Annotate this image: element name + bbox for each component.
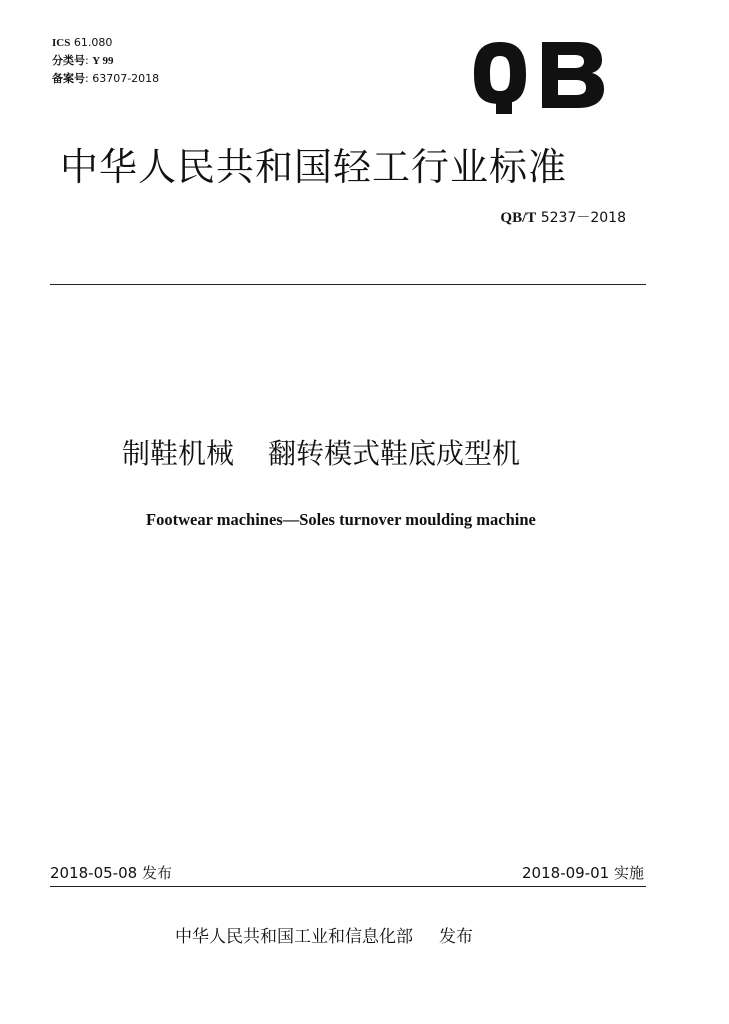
implementation-date-label: 实施 [613, 864, 644, 882]
classification-line [52, 52, 159, 70]
publisher-name: 中华人民共和国工业和信息化部 [175, 927, 413, 947]
ics-key: ICS [52, 37, 71, 49]
qb-logo [470, 36, 606, 116]
standard-title-english: Footwear machines—Soles turnover moulding machine [146, 510, 536, 529]
publisher-label: 发布 [439, 927, 473, 947]
ics-line [52, 34, 159, 52]
title-cn-part1: 制鞋机械 [122, 437, 235, 470]
qb-logo-graphic [470, 36, 606, 116]
title-cn-part2: 翻转模式鞋底成型机 [268, 437, 521, 470]
classification-key: 分类号 [52, 54, 85, 67]
record-sep: : [85, 72, 89, 85]
issue-date-label: 发布 [141, 864, 172, 882]
top-divider [50, 284, 646, 285]
classification-sep: : [85, 54, 89, 67]
publisher [175, 922, 473, 947]
implementation-date-value: 2018-09-01 [522, 864, 610, 882]
implementation-date [522, 862, 644, 883]
standard-code: QB/T [500, 210, 537, 226]
standard-number [500, 207, 626, 227]
record-value: 63707-2018 [92, 72, 160, 85]
record-key: 备案号 [52, 72, 85, 85]
record-line [52, 70, 159, 88]
bottom-divider [50, 886, 646, 887]
ics-value: 61.080 [73, 36, 113, 49]
issue-date-value: 2018-05-08 [50, 864, 138, 882]
metadata-block [52, 34, 159, 88]
standard-number-year: 5237－2018 [540, 210, 626, 226]
issuing-category-title: 中华人民共和国轻工行业标准 [60, 145, 568, 189]
standard-title-chinese [122, 432, 520, 472]
classification-value: Y 99 [92, 55, 114, 67]
issue-date [50, 862, 172, 883]
